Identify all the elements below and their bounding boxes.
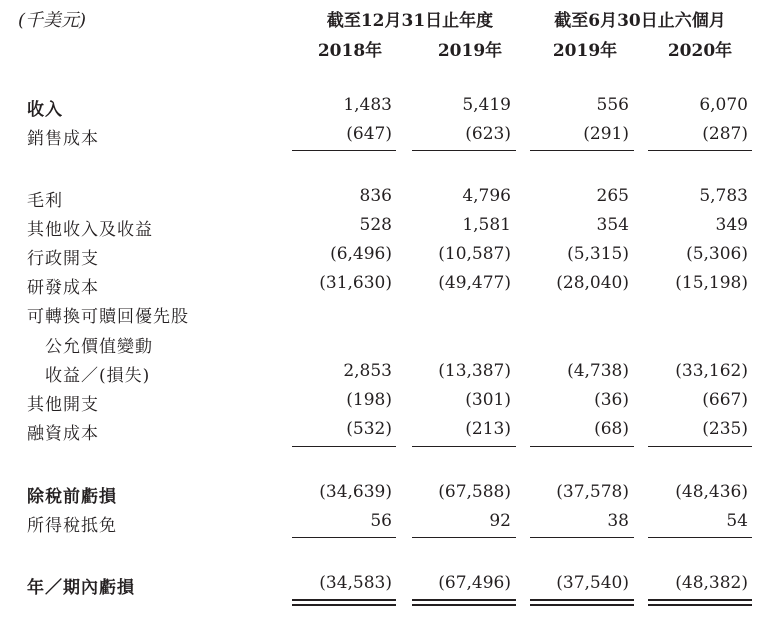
header-year-2018: 2018年 (317, 41, 383, 61)
cell-loss-for-period-h2019: (37,540) (556, 573, 629, 593)
subtotal-rule (292, 446, 396, 447)
total-double-rule (292, 599, 396, 601)
cell-gross-profit-h2019: 265 (596, 186, 629, 206)
cell-admin-expenses-h2020: (5,306) (686, 244, 748, 264)
cell-gross-profit-2018: 836 (359, 186, 392, 206)
row-label-tax-credit: 所得稅抵免 (27, 516, 117, 536)
total-double-rule (412, 604, 516, 606)
cell-other-income-h2020: 349 (715, 215, 748, 235)
cell-finance-costs-h2020: (235) (702, 419, 748, 439)
row-label-loss-for-period: 年／期內虧損 (27, 578, 135, 598)
total-double-rule (530, 604, 634, 606)
row-label-finance-costs: 融資成本 (27, 424, 99, 444)
row-label-gain-loss: 收益／(損失) (45, 366, 151, 386)
subtotal-rule (292, 150, 396, 151)
cell-rnd-costs-2019: (49,477) (438, 273, 511, 293)
cell-admin-expenses-2018: (6,496) (330, 244, 392, 264)
cell-gross-profit-2019: 4,796 (462, 186, 511, 206)
cell-finance-costs-2019: (213) (465, 419, 511, 439)
cell-other-income-2019: 1,581 (462, 215, 511, 235)
cell-other-income-h2019: 354 (596, 215, 629, 235)
subtotal-rule (412, 150, 516, 151)
subtotal-rule (530, 150, 634, 151)
row-label-other-expenses: 其他開支 (27, 395, 99, 415)
row-label-rnd-costs: 研發成本 (27, 278, 99, 298)
cell-tax-credit-2019: 92 (489, 511, 511, 531)
header-half-2019: 2019年 (552, 41, 618, 61)
row-label-fair-value-change: 公允價值變動 (45, 337, 153, 357)
cell-loss-for-period-h2020: (48,382) (675, 573, 748, 593)
subtotal-rule (648, 537, 752, 538)
subtotal-rule (530, 446, 634, 447)
cell-other-expenses-h2020: (667) (702, 390, 748, 410)
subtotal-rule (648, 150, 752, 151)
subtotal-rule (412, 446, 516, 447)
row-label-cost-of-sales: 銷售成本 (27, 129, 99, 149)
cell-admin-expenses-h2019: (5,315) (567, 244, 629, 264)
row-label-other-income: 其他收入及收益 (27, 220, 153, 240)
total-double-rule (530, 599, 634, 601)
cell-finance-costs-h2019: (68) (594, 419, 629, 439)
cell-gross-profit-h2020: 5,783 (699, 186, 748, 206)
cell-loss-before-tax-2019: (67,588) (438, 482, 511, 502)
cell-revenue-2018: 1,483 (343, 95, 392, 115)
cell-loss-before-tax-2018: (34,639) (319, 482, 392, 502)
cell-admin-expenses-2019: (10,587) (438, 244, 511, 264)
subtotal-rule (292, 537, 396, 538)
row-label-revenue: 收入 (27, 100, 63, 120)
row-label-gross-profit: 毛利 (27, 191, 63, 211)
cell-finance-costs-2018: (532) (346, 419, 392, 439)
cell-loss-before-tax-h2019: (37,578) (556, 482, 629, 502)
total-double-rule (648, 599, 752, 601)
row-label-admin-expenses: 行政開支 (27, 249, 99, 269)
cell-fv-change-h2020: (33,162) (675, 361, 748, 381)
cell-revenue-h2019: 556 (596, 95, 629, 115)
cell-revenue-h2020: 6,070 (699, 95, 748, 115)
cell-tax-credit-h2020: 54 (726, 511, 748, 531)
cell-loss-for-period-2018: (34,583) (319, 573, 392, 593)
total-double-rule (412, 599, 516, 601)
cell-other-expenses-2019: (301) (465, 390, 511, 410)
cell-rnd-costs-h2019: (28,040) (556, 273, 629, 293)
header-year-2019: 2019年 (437, 41, 503, 61)
cell-fv-change-2018: 2,853 (343, 361, 392, 381)
total-double-rule (648, 604, 752, 606)
row-label-preferred-shares: 可轉換可贖回優先股 (27, 307, 189, 327)
cell-fv-change-h2019: (4,738) (567, 361, 629, 381)
cell-other-expenses-2018: (198) (346, 390, 392, 410)
subtotal-rule (648, 446, 752, 447)
cell-cost-of-sales-h2019: (291) (583, 124, 629, 144)
cell-tax-credit-2018: 56 (370, 511, 392, 531)
cell-cost-of-sales-2019: (623) (465, 124, 511, 144)
cell-other-income-2018: 528 (359, 215, 392, 235)
cell-fv-change-2019: (13,387) (438, 361, 511, 381)
cell-tax-credit-h2019: 38 (607, 511, 629, 531)
cell-cost-of-sales-h2020: (287) (702, 124, 748, 144)
cell-cost-of-sales-2018: (647) (346, 124, 392, 144)
cell-loss-for-period-2019: (67,496) (438, 573, 511, 593)
subtotal-rule (530, 537, 634, 538)
header-group-six-months: 截至6月30日止六個月 (554, 11, 726, 31)
cell-rnd-costs-h2020: (15,198) (675, 273, 748, 293)
header-group-year-ended: 截至12月31日止年度 (326, 11, 494, 31)
cell-loss-before-tax-h2020: (48,436) (675, 482, 748, 502)
unit-label: (千美元) (18, 10, 87, 31)
cell-other-expenses-h2019: (36) (594, 390, 629, 410)
row-label-loss-before-tax: 除稅前虧損 (27, 487, 117, 507)
cell-revenue-2019: 5,419 (462, 95, 511, 115)
subtotal-rule (412, 537, 516, 538)
total-double-rule (292, 604, 396, 606)
cell-rnd-costs-2018: (31,630) (319, 273, 392, 293)
header-half-2020: 2020年 (667, 41, 733, 61)
